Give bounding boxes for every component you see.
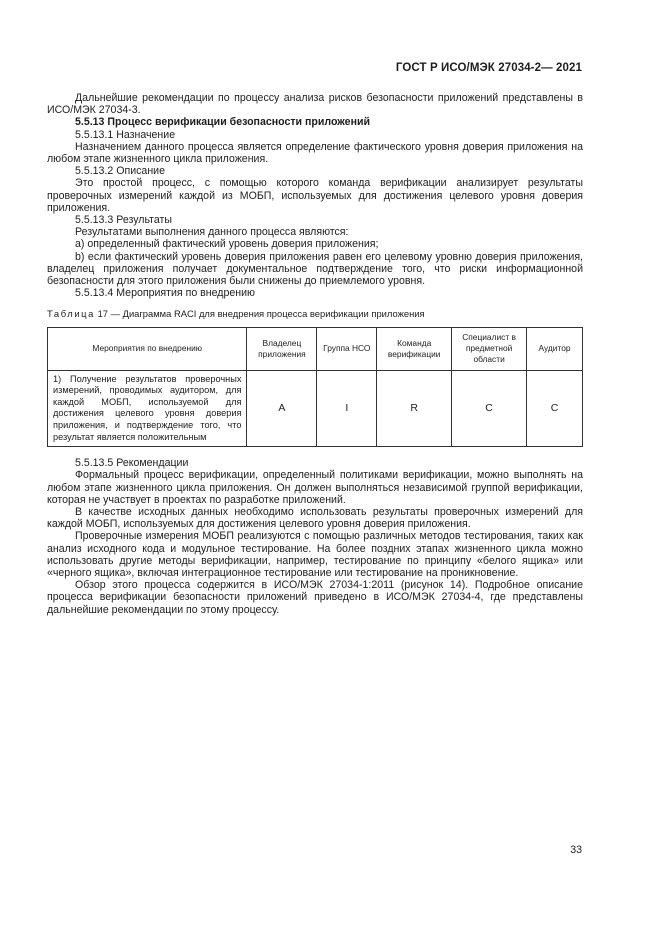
table-caption: [47, 308, 583, 320]
purpose-heading: 5.5.13.1 Назначение: [75, 128, 176, 141]
raci-cell: C: [452, 370, 527, 447]
results-item-b: b) если фактический уровень доверия приложения равен его целевому уровню доверия приложения, владелец приложения получает документальное подтверждение того, что риски информационной безопасности для этого приложения были снижены до приемлемого уровня.: [47, 250, 583, 288]
column-header: Специалист в предметной области: [452, 327, 527, 370]
raci-cell: R: [377, 370, 452, 447]
column-header: Группа НСО: [317, 327, 377, 370]
description-text: Это простой процесс, с помощью которого команда верификации анализирует результаты проверочных измерений каждой из МОБП, используемых для достижения целевого уровня доверия приложения.: [47, 177, 583, 214]
raci-cell: C: [527, 370, 583, 447]
results-intro: Результатами выполнения данного процесса являются:: [75, 226, 349, 239]
raci-cell: I: [317, 370, 377, 447]
page-number: 33: [570, 844, 582, 856]
column-header: Команда верификации: [377, 327, 452, 370]
table-caption-text: 17 — Диаграмма RACI для внедрения процесса верификации приложения: [97, 308, 425, 320]
page-content: [47, 92, 583, 616]
column-header: Аудитор: [527, 327, 583, 370]
purpose-text: Назначением данного процесса является определение фактического уровня доверия приложения на любом этапе жизненного цикла приложения.: [47, 140, 583, 166]
table-header-row: [48, 327, 583, 370]
recommendations-paragraph-1: Формальный процесс верификации, определенный политиками верификации, можно выполнять на любом этапе жизненного цикла приложения. Он должен выполняться независимой группой верификации, которая не участвует в проектах по разработке приложений.: [47, 469, 583, 506]
recommendations-paragraph-4: Обзор этого процесса содержится в ИСО/МЭК 27034-1:2011 (рисунок 14). Подробное описание процесса верификации безопасности приложений приведено в ИСО/МЭК 27034-4, где представлены дальнейшие рекомендации по этому процессу.: [47, 579, 583, 616]
column-header: Владелец приложения: [247, 327, 317, 370]
recommendations-paragraph-3: Проверочные измерения МОБП реализуются с помощью различных методов тестирования, таких как анализ исходного кода и модульное тестирование. На более поздних этапах жизненного цикла можно использовать другие методы верификации, например, тестирование по принципу «белого ящика» или «черного ящика», включая интеграционное тестирование или тестирование на проникновение.: [47, 530, 583, 580]
activity-cell: 1) Получение результатов проверочных измерений, проводимых аудитором, для каждой МОБП, используемой для достижения целевого уровня доверия приложения, и подтверждение того, что результат является положительным: [48, 370, 247, 447]
results-heading: 5.5.13.3 Результаты: [75, 214, 173, 227]
section-title: 5.5.13 Процесс верификации безопасности приложений: [75, 116, 370, 129]
column-header: Мероприятия по внедрению: [48, 327, 247, 370]
document-header: ГОСТ Р ИСО/МЭК 27034-2— 2021: [395, 62, 582, 74]
table-caption-label: Таблица: [47, 308, 95, 320]
results-item-a: a) определенный фактический уровень доверия приложения;: [75, 238, 379, 251]
recommendations-paragraph-2: В качестве исходных данных необходимо использовать результаты проверочных измерений для каждой МОБП, используемых для достижения целевого уровня доверия приложения.: [47, 506, 583, 531]
table-row: [48, 370, 583, 447]
intro-paragraph: Дальнейшие рекомендации по процессу анализа рисков безопасности приложений представлены в ИСО/МЭК 27034-3.: [47, 92, 583, 117]
raci-cell: A: [247, 370, 317, 447]
raci-table: [47, 327, 583, 448]
description-heading: 5.5.13.2 Описание: [75, 165, 165, 178]
activities-heading: 5.5.13.4 Мероприятия по внедрению: [75, 287, 255, 300]
recommendations-heading: 5.5.13.5 Рекомендации: [75, 457, 189, 470]
